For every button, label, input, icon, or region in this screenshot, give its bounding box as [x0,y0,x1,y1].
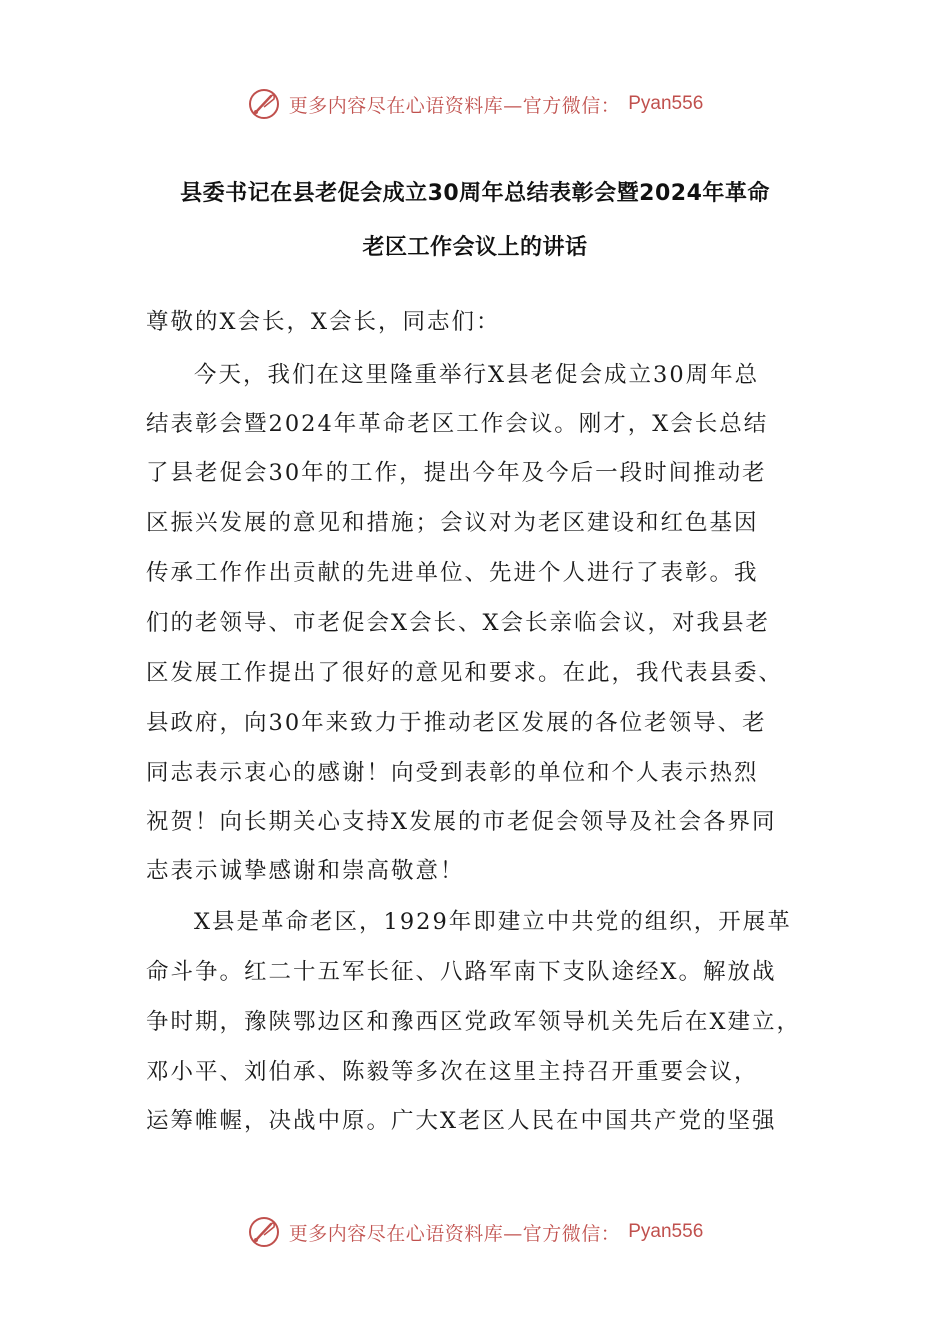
body-line: 命斗争。红二十五军长征、八路军南下支队途经X。解放战 [146,959,777,985]
body-line: X县是革命老区，1929年即建立中共党的组织，开展革 [194,909,792,935]
body-line: 志表示诚挚感谢和崇高敬意！ [146,858,465,884]
quill-logo-icon [247,1215,281,1249]
body-line: 运筹帷幄，决战中原。广大X老区人民在中国共产党的坚强 [146,1108,777,1134]
watermark-handle: Pyan556 [628,93,704,114]
body-line: 同志表示衷心的感谢！向受到表彰的单位和个人表示热烈 [146,760,759,786]
body-line: 们的老领导、市老促会X会长、X会长亲临会议，对我县老 [146,610,771,636]
body-line: 区发展工作提出了很好的意见和要求。在此，我代表县委、 [146,660,784,686]
body-line: 结表彰会暨2024年革命老区工作会议。刚才，X会长总结 [146,411,769,437]
footer-watermark [0,1212,950,1252]
document-title-line-2: 老区工作会议上的讲话 [362,235,588,260]
document-title-line-1: 县委书记在县老促会成立30周年总结表彰会暨2024年革命 [180,181,770,206]
watermark-text: 更多内容尽在心语资料库—官方微信： [288,1222,621,1245]
salutation-line: 尊敬的X会长，X会长，同志们： [146,309,501,335]
body-line: 区振兴发展的意见和措施；会议对为老区建设和红色基因 [146,510,759,536]
body-line: 邓小平、刘伯承、陈毅等多次在这里主持召开重要会议， [146,1059,759,1085]
watermark-text: 更多内容尽在心语资料库—官方微信： [288,94,621,117]
watermark-handle: Pyan556 [628,1221,704,1242]
body-line: 了县老促会30年的工作，提出今年及今后一段时间推动老 [146,460,767,486]
body-line: 祝贺！向长期关心支持X发展的市老促会领导及社会各界同 [146,809,777,835]
body-line: 今天，我们在这里隆重举行X县老促会成立30周年总 [194,362,760,388]
quill-logo-icon [247,87,281,121]
header-watermark [0,84,950,124]
body-line: 争时期，豫陕鄂边区和豫西区党政军领导机关先后在X建立， [146,1009,802,1035]
body-line: 县政府，向30年来致力于推动老区发展的各位老领导、老 [146,710,767,736]
body-line: 传承工作作出贡献的先进单位、先进个人进行了表彰。我 [146,560,759,586]
